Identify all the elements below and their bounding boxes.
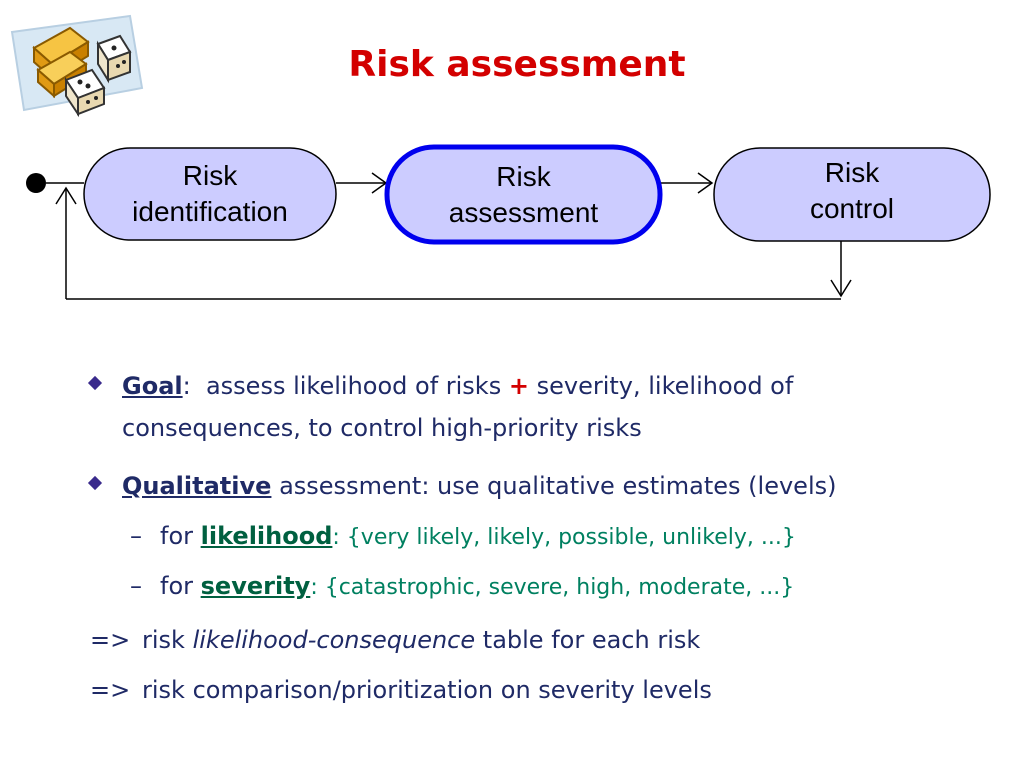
goal-text-b: severity, likelihood of [536, 372, 794, 400]
likelihood-prefix: for [160, 522, 193, 550]
implication-row [90, 622, 990, 658]
implies-arrow: => [90, 676, 131, 704]
likelihood-subbullet [130, 518, 990, 556]
node-label-assessment: Risk assessment [448, 160, 599, 228]
gold-and-dice-clipart [8, 8, 148, 118]
slide-title: Risk assessment [348, 44, 686, 85]
goal-plus: + [508, 372, 529, 400]
severity-subbullet [130, 568, 990, 606]
implication-italic: likelihood-consequence [192, 626, 476, 654]
node-label-identification: Risk identification [132, 160, 288, 227]
qualitative-keyword: Qualitative [122, 472, 272, 500]
severity-values: : {catastrophic, severe, high, moderate, ...} [310, 575, 795, 600]
qualitative-bullet [90, 465, 990, 507]
qualitative-text: assessment: use qualitative estimates (levels) [279, 472, 837, 500]
implication-text-b: table for each risk [482, 626, 701, 654]
node-label-control: Risk control [809, 156, 895, 224]
risk-process-diagram [0, 130, 1024, 310]
goal-text-a: assess likelihood of risks [205, 372, 502, 400]
start-dot [26, 173, 46, 193]
dash-bullet-icon: – [130, 572, 142, 600]
goal-text-c: consequences, to control high-priority risks [122, 414, 642, 442]
severity-prefix: for [160, 572, 193, 600]
implication-text-a: risk comparison/prioritization on severity levels [142, 676, 712, 704]
dash-bullet-icon: – [130, 522, 142, 550]
goal-keyword: Goal [122, 372, 183, 400]
goal-bullet [90, 365, 970, 449]
slide-body [0, 360, 1024, 740]
likelihood-keyword: likelihood [200, 522, 333, 550]
diamond-bullet-icon [88, 476, 102, 490]
implication-text-a: risk [142, 626, 185, 654]
likelihood-values: : {very likely, likely, possible, unlikely, ...} [332, 525, 796, 550]
severity-keyword: severity [200, 572, 311, 600]
goal-colon: : [182, 372, 191, 400]
diamond-bullet-icon [88, 376, 102, 390]
implies-arrow: => [90, 626, 131, 654]
implication-row [90, 672, 990, 708]
